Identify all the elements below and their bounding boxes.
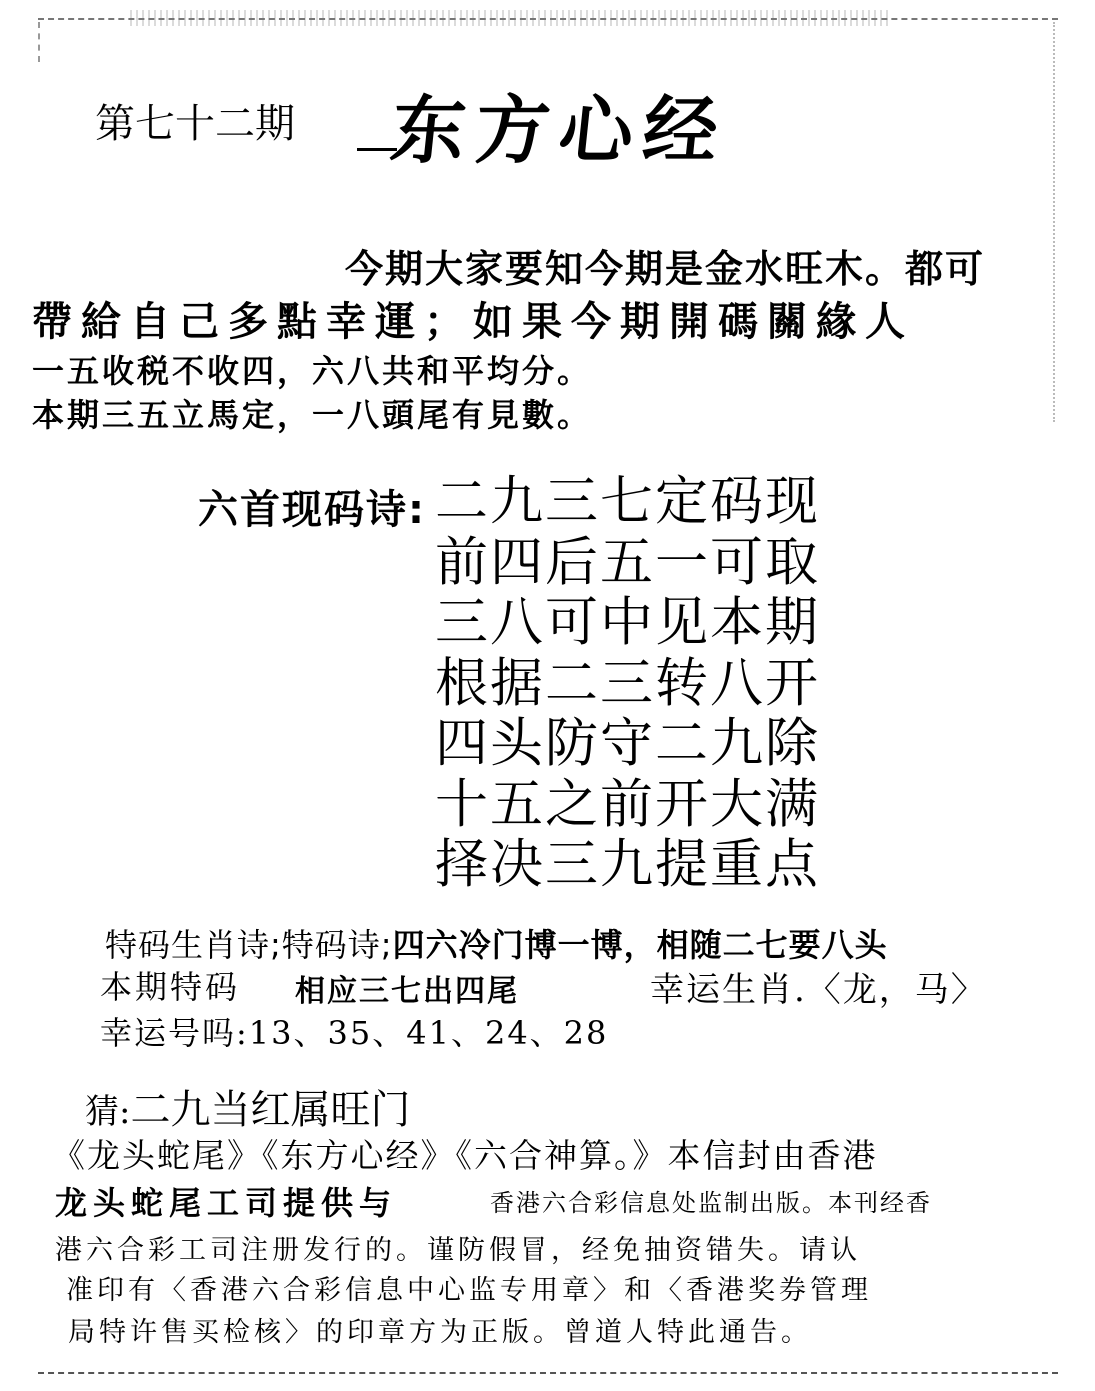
intro-line-1: 今期大家要知今期是金水旺木。都可 [345,247,986,291]
footer-line-2a: 龙头蛇尾工司提供与 [55,1184,398,1222]
poem-line: 四头防守二九除 [435,713,820,774]
poem-line: 根据二三转八开 [435,652,820,714]
guess-label: 猜: [85,1092,131,1132]
footer-line-3: 港六合彩工司注册发行的。谨防假冒，经免抽资错失。请认 [55,1235,861,1266]
footer-line-2b: 香港六合彩信息处监制出版。本刊经香 [490,1189,932,1217]
page-title: 东方心经 [386,88,732,174]
poem-line: 择决三九提重点 [435,834,820,895]
period-label: 本期特码 [100,968,241,1006]
poem-block [435,472,820,896]
poem-label: 六首现码诗: [198,487,426,533]
lucky-numbers: 13、35、41、24、28 [248,1014,609,1052]
lucky-zodiac: 幸运生肖.〈龙，马〉 [650,970,987,1010]
lucky-numbers-label: 幸运号吗: [100,1014,249,1052]
right-border [1053,22,1055,422]
poem-line: 二九三七定码现 [435,471,820,532]
zodiac-poem-label: 特码生肖诗;特码诗; [105,926,393,964]
guess-row [85,1078,410,1135]
top-border [38,18,1058,20]
footer-line-5: 局特许售买检核〉的印章方为正版。曾道人特此通告。 [68,1317,812,1348]
poem-line: 三八可中见本期 [435,592,820,653]
intro-line-4: 本期三五立馬定，一八頭尾有見數。 [32,396,593,434]
footer-line-4: 准印有〈香港六合彩信息中心监专用章〉和〈香港奖券管理 [66,1275,872,1306]
footer-line-1: 《龙头蛇尾》《东方心经》《六合神算。》本信封由香港 [52,1136,878,1175]
lucky-numbers-row [100,1008,608,1054]
poem-line: 十五之前开大满 [435,773,820,835]
zodiac-poem-row [105,920,888,966]
intro-line-2: 帶給自己多點幸運；如果今期開碼關緣人 [32,299,914,345]
bottom-border [38,1372,1058,1374]
intro-line-3: 一五收税不收四，六八共和平均分。 [32,352,593,390]
issue-number: 第七十二期 [95,101,295,147]
zodiac-poem-text: 四六冷门博一博，相随二七要八头 [392,926,888,964]
left-border [38,22,40,62]
guess-text: 二九当红属旺门 [130,1087,411,1133]
poem-line: 前四后五一可取 [435,531,820,593]
period-text: 相应三七出四尾 [295,974,519,1009]
